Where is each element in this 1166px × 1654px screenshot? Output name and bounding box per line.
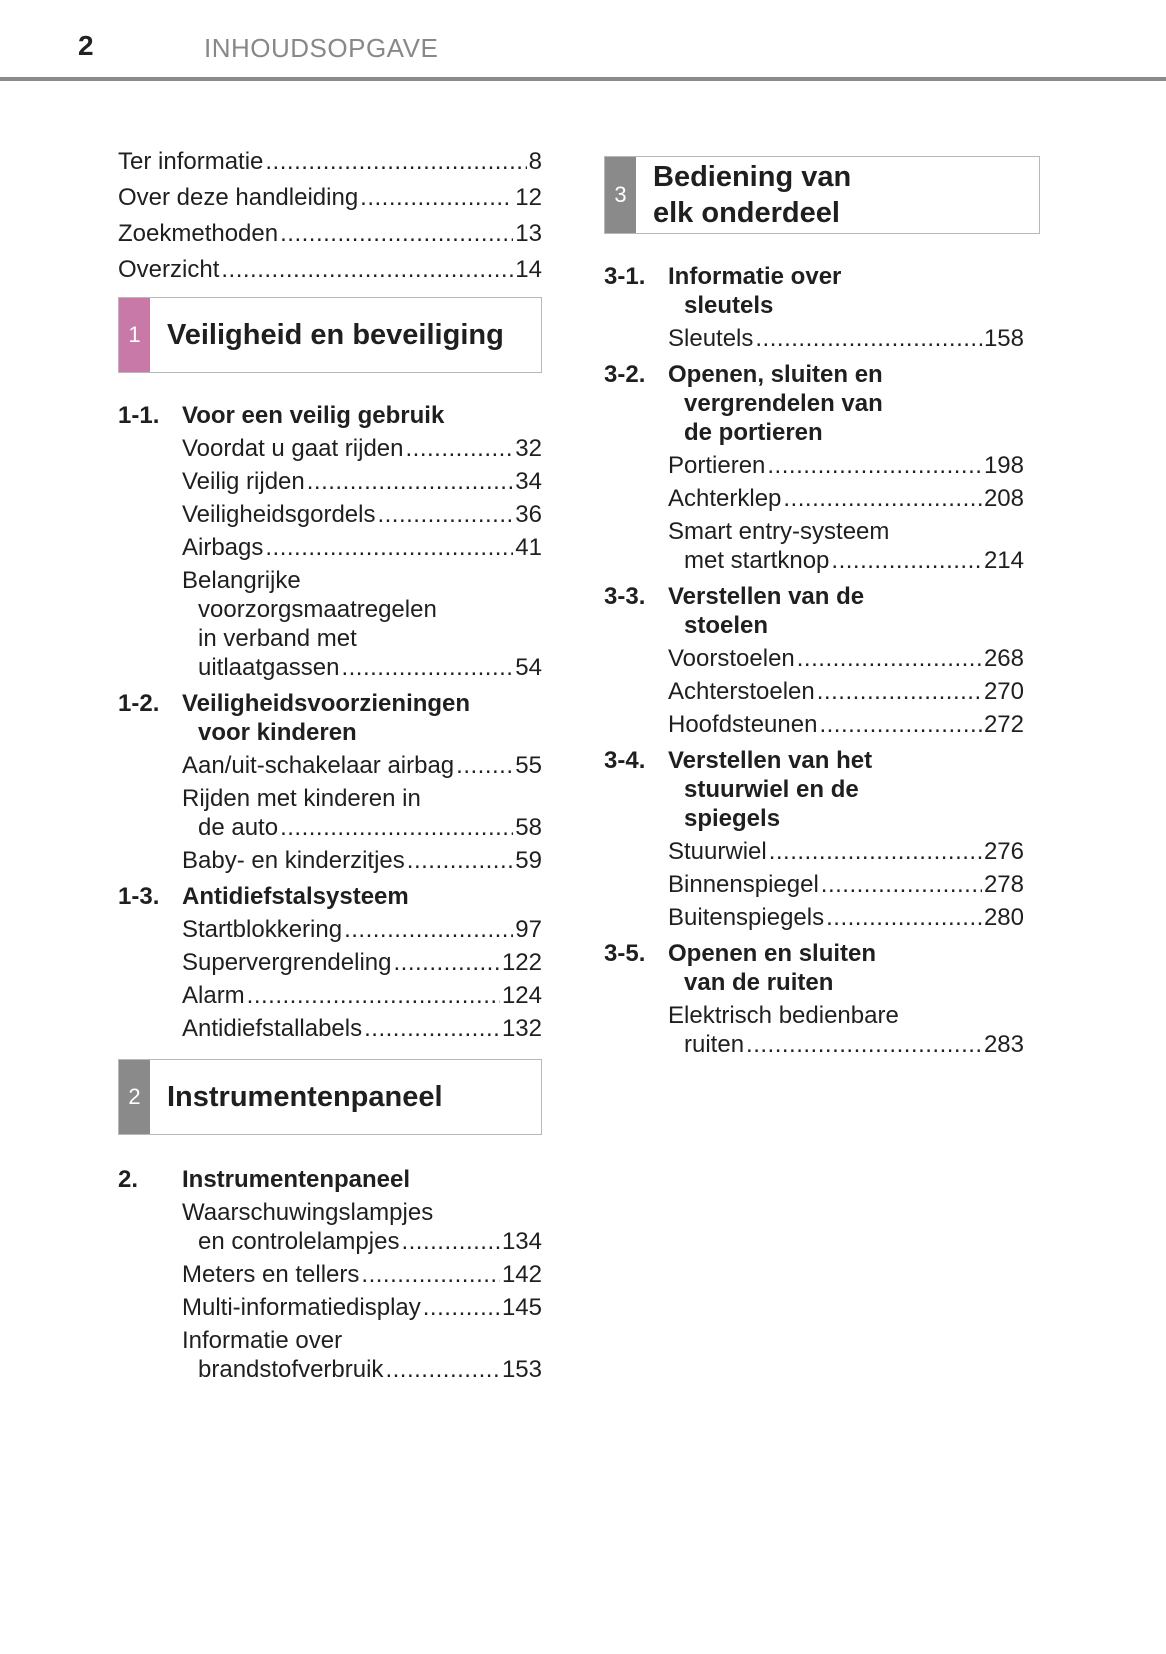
entry-line: in verband met	[198, 625, 357, 652]
toc-entry[interactable]	[118, 183, 542, 212]
entry-line: Informatie over	[182, 1327, 343, 1354]
section-heading[interactable]	[604, 582, 1024, 640]
toc-entry[interactable]	[668, 324, 1024, 353]
entry-title: Portieren	[668, 452, 766, 479]
chapter-3-title	[653, 157, 851, 233]
entry-title: de auto	[198, 814, 279, 841]
entry-title: Achterstoelen	[668, 678, 815, 705]
entry-last-line	[182, 653, 542, 682]
entry-page: 58	[515, 814, 542, 841]
toc-entry-multiline[interactable]	[182, 1198, 542, 1256]
toc-entry[interactable]	[182, 948, 542, 977]
dot-leader	[265, 533, 513, 562]
section-3-4	[604, 746, 1024, 932]
entry-page: 32	[515, 435, 542, 462]
dot-leader	[280, 813, 513, 842]
dot-leader	[831, 546, 982, 575]
dot-leader	[361, 1260, 500, 1289]
entry-page: 134	[501, 1228, 542, 1255]
toc-entry[interactable]	[182, 1014, 542, 1043]
entry-title: Stuurwiel	[668, 838, 767, 865]
entry-page: 55	[515, 752, 542, 779]
entry-page: 268	[983, 645, 1024, 672]
entry-line: Elektrisch bedienbare	[668, 1002, 899, 1029]
dot-leader	[819, 710, 982, 739]
toc-entry[interactable]	[182, 533, 542, 562]
entry-title: Veiligheidsgordels	[182, 501, 376, 528]
entry-title: Binnenspiegel	[668, 871, 819, 898]
entry-page: 36	[515, 501, 542, 528]
chapter-1-title: Veiligheid en beveiliging	[167, 319, 504, 351]
toc-entry[interactable]	[118, 219, 542, 248]
entry-title: Sleutels	[668, 325, 754, 352]
entry-page: 153	[501, 1356, 542, 1383]
dot-leader	[341, 653, 513, 682]
dot-leader	[746, 1030, 982, 1059]
toc-entry-multiline[interactable]	[668, 517, 1024, 575]
section-title-cont: de portieren	[684, 419, 823, 446]
entry-line: Belangrijke	[182, 567, 301, 594]
section-title: Veiligheidsvoorzieningen	[182, 690, 471, 717]
dot-leader	[423, 1293, 500, 1322]
chapter-3-title-line1: Bediening van	[653, 161, 852, 193]
entry-page: 14	[515, 256, 542, 283]
section-3-2	[604, 360, 1024, 575]
dot-leader	[280, 219, 513, 248]
section-title-cont: vergrendelen van	[684, 390, 883, 417]
section-3-3	[604, 582, 1024, 739]
section-title: Openen en sluiten	[668, 940, 877, 967]
entry-last-line	[182, 1355, 542, 1384]
section-heading[interactable]	[604, 360, 1024, 447]
entry-line: voorzorgsmaatregelen	[198, 596, 437, 623]
entry-title: Antidiefstallabels	[182, 1015, 363, 1042]
toc-entry[interactable]	[182, 434, 542, 463]
dot-leader	[364, 1014, 500, 1043]
entry-page: 278	[983, 871, 1024, 898]
entry-page: 142	[501, 1261, 542, 1288]
toc-entry-multiline[interactable]	[668, 1001, 1024, 1059]
entry-title: uitlaatgassen	[198, 654, 340, 681]
entry-page: 276	[983, 838, 1024, 865]
toc-entry-multiline[interactable]	[182, 566, 542, 682]
section-title: Openen, sluiten en	[668, 361, 883, 388]
entry-page: 12	[515, 184, 542, 211]
entry-page: 34	[515, 468, 542, 495]
entry-title: Overzicht	[118, 256, 220, 283]
section-3-5	[604, 939, 1024, 1059]
entry-title: Alarm	[182, 982, 245, 1009]
chapter-2-header[interactable]	[118, 1059, 542, 1135]
section-title-cont: spiegels	[684, 805, 781, 832]
section-number: 1-1.	[118, 402, 160, 429]
dot-leader	[817, 677, 982, 706]
page-title: INHOUDSOPGAVE	[204, 33, 439, 63]
dot-leader	[377, 500, 513, 529]
toc-entry-multiline[interactable]	[182, 1326, 542, 1384]
section-1-3	[118, 882, 542, 1043]
section-number: 3-3.	[604, 583, 646, 610]
dot-leader	[407, 846, 514, 875]
section-title: Verstellen van de	[668, 583, 865, 610]
chapter-1-header[interactable]	[118, 297, 542, 373]
toc-entry[interactable]	[668, 870, 1024, 899]
toc-entry[interactable]	[668, 903, 1024, 932]
toc-entry[interactable]	[182, 1293, 542, 1322]
chapter-3-header[interactable]	[604, 156, 1040, 234]
intro-list	[118, 147, 542, 284]
dot-leader	[755, 324, 982, 353]
section-3-1	[604, 262, 1024, 353]
toc-right-column	[604, 156, 1044, 1059]
section-title-cont: sleutels	[684, 292, 774, 319]
entry-page: 208	[983, 485, 1024, 512]
dot-leader	[821, 870, 982, 899]
header-rule	[0, 77, 1166, 81]
chapter-2-tab: 2	[119, 1060, 150, 1134]
section-heading[interactable]	[604, 746, 1024, 833]
entry-last-line	[182, 813, 542, 842]
dot-leader	[826, 903, 982, 932]
toc-entry[interactable]	[182, 1260, 542, 1289]
entry-title: Over deze handleiding	[118, 184, 359, 211]
chapter-2-title: Instrumentenpaneel	[167, 1081, 443, 1113]
section-title-cont: stoelen	[684, 612, 769, 639]
entry-page: 132	[501, 1015, 542, 1042]
entry-page: 272	[983, 711, 1024, 738]
dot-leader	[344, 915, 513, 944]
dot-leader	[247, 981, 500, 1010]
dot-leader	[783, 484, 982, 513]
section-number: 3-1.	[604, 263, 646, 290]
toc-entry[interactable]	[668, 677, 1024, 706]
entry-page: 13	[515, 220, 542, 247]
entry-title: Startblokkering	[182, 916, 343, 943]
entry-title: Achterklep	[668, 485, 782, 512]
entry-line: Waarschuwingslampjes	[182, 1199, 434, 1226]
entry-line: Smart entry-systeem	[668, 518, 890, 545]
dot-leader	[385, 1355, 500, 1384]
toc-entry[interactable]	[182, 846, 542, 875]
entry-title: Supervergrendeling	[182, 949, 392, 976]
toc-entry[interactable]	[182, 981, 542, 1010]
toc-entry-multiline[interactable]	[182, 784, 542, 842]
entry-page: 270	[983, 678, 1024, 705]
chapter-3-tab: 3	[605, 157, 636, 233]
dot-leader	[767, 451, 982, 480]
section-title-cont: stuurwiel en de	[684, 776, 859, 803]
dot-leader	[307, 467, 514, 496]
entry-title: en controlelampjes	[198, 1228, 400, 1255]
dot-leader	[769, 837, 982, 866]
dot-leader	[406, 434, 514, 463]
section-heading[interactable]	[118, 689, 542, 747]
entry-title: Voorstoelen	[668, 645, 795, 672]
entry-title: Voordat u gaat rijden	[182, 435, 404, 462]
entry-page: 122	[501, 949, 542, 976]
section-title: Informatie over	[668, 263, 842, 290]
entry-page: 97	[515, 916, 542, 943]
toc-entry[interactable]	[668, 451, 1024, 480]
entry-page: 41	[515, 534, 542, 561]
toc-entry[interactable]	[182, 915, 542, 944]
toc-entry[interactable]	[668, 484, 1024, 513]
toc-entry[interactable]	[118, 147, 542, 176]
entry-last-line	[182, 1227, 542, 1256]
section-title-cont: van de ruiten	[684, 969, 834, 996]
toc-entry[interactable]	[182, 467, 542, 496]
section-heading[interactable]	[604, 939, 1024, 997]
entry-title: Aan/uit-schakelaar airbag	[182, 752, 455, 779]
section-number: 3-4.	[604, 747, 646, 774]
entry-title: met startknop	[684, 547, 830, 574]
section-title: Voor een veilig gebruik	[182, 402, 445, 429]
entry-page: 124	[501, 982, 542, 1009]
dot-leader	[360, 183, 513, 212]
section-title: Instrumentenpaneel	[182, 1166, 411, 1193]
entry-title: Hoofdsteunen	[668, 711, 818, 738]
dot-leader	[265, 147, 526, 176]
section-1-1	[118, 401, 542, 682]
dot-leader	[456, 751, 513, 780]
entry-title: Airbags	[182, 534, 264, 561]
entry-page: 8	[528, 148, 542, 175]
entry-title: Zoekmethoden	[118, 220, 279, 247]
toc-entry[interactable]	[182, 500, 542, 529]
page-number: 2	[78, 30, 94, 61]
toc-entry[interactable]	[668, 837, 1024, 866]
entry-line: Rijden met kinderen in	[182, 785, 421, 812]
entry-page: 283	[983, 1031, 1024, 1058]
section-number: 3-5.	[604, 940, 646, 967]
entry-last-line	[668, 1030, 1024, 1059]
entry-title: brandstofverbruik	[198, 1356, 384, 1383]
entry-title: Ter informatie	[118, 148, 264, 175]
chapter-3-title-line2: elk onderdeel	[653, 197, 840, 229]
section-number: 1-2.	[118, 690, 160, 717]
entry-title: Multi-informatiedisplay	[182, 1294, 421, 1321]
entry-page: 214	[983, 547, 1024, 574]
entry-page: 59	[515, 847, 542, 874]
entry-title: Buitenspiegels	[668, 904, 825, 931]
section-number: 2.	[118, 1166, 139, 1193]
section-title: Antidiefstalsysteem	[182, 883, 409, 910]
toc-entry[interactable]	[668, 710, 1024, 739]
section-number: 1-3.	[118, 883, 160, 910]
dot-leader	[393, 948, 499, 977]
dot-leader	[221, 255, 513, 284]
section-heading[interactable]	[118, 401, 542, 430]
entry-page: 54	[515, 654, 542, 681]
entry-title: Baby- en kinderzitjes	[182, 847, 405, 874]
dot-leader	[797, 644, 982, 673]
entry-page: 198	[983, 452, 1024, 479]
section-heading[interactable]	[604, 262, 1024, 320]
entry-title: ruiten	[684, 1031, 745, 1058]
section-1-2	[118, 689, 542, 875]
entry-title: Veilig rijden	[182, 468, 305, 495]
section-heading[interactable]	[118, 882, 542, 911]
chapter-1-tab: 1	[119, 298, 150, 372]
entry-page: 158	[983, 325, 1024, 352]
dot-leader	[401, 1227, 500, 1256]
toc-entry[interactable]	[668, 644, 1024, 673]
entry-page: 145	[501, 1294, 542, 1321]
entry-title: Meters en tellers	[182, 1261, 360, 1288]
entry-last-line	[668, 546, 1024, 575]
section-heading[interactable]	[118, 1165, 542, 1194]
section-title: Verstellen van het	[668, 747, 873, 774]
entry-page: 280	[983, 904, 1024, 931]
section-number: 3-2.	[604, 361, 646, 388]
section-2	[118, 1165, 542, 1384]
section-title-cont: voor kinderen	[198, 719, 357, 746]
toc-entry[interactable]	[118, 255, 542, 284]
toc-left-column	[118, 147, 542, 1384]
toc-entry[interactable]	[182, 751, 542, 780]
